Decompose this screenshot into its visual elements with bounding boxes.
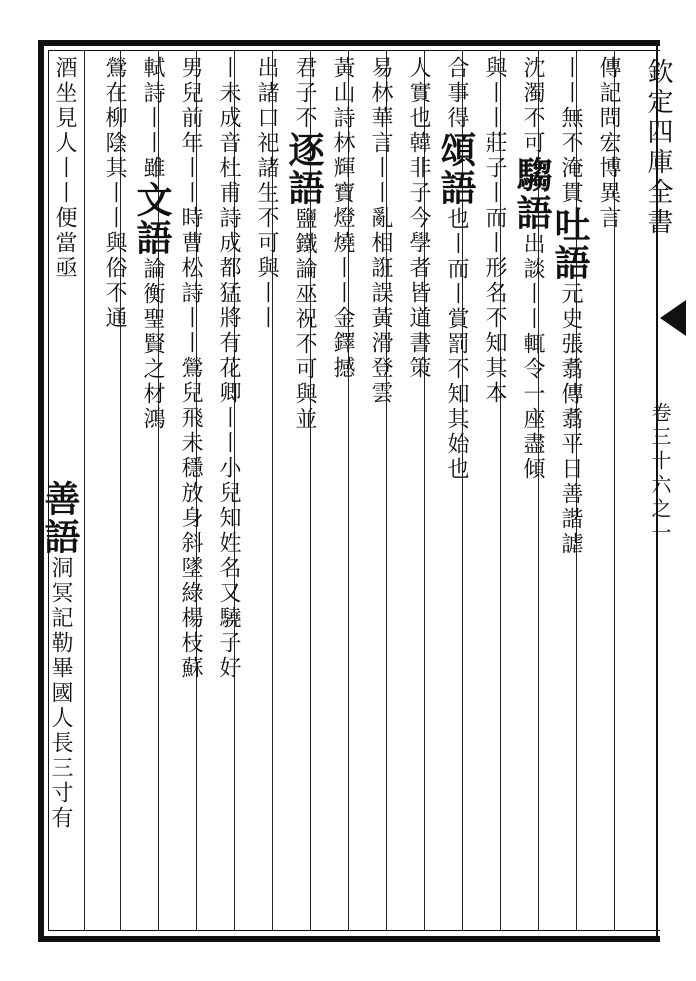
text-column-11 <box>206 56 250 926</box>
fishtail-mark-icon <box>660 300 686 336</box>
column-text: 元史張翥傳翥平日善諧謔 <box>558 282 583 557</box>
column-text: 傳記問宏博異言 <box>596 56 621 231</box>
column-text: 合事得 <box>444 56 469 131</box>
text-column-5 <box>434 56 478 926</box>
text-column-1 <box>586 56 630 926</box>
text-column-8 <box>320 56 364 926</box>
column-text: 祀諸生不可與丨丨 <box>254 131 279 331</box>
column-text: 也丨而丨賞罰不知其始也 <box>444 207 469 482</box>
text-column-3 <box>510 56 554 926</box>
frame-top-border <box>38 40 660 46</box>
column-text: 出諸口 <box>254 56 279 131</box>
column-text: 丨丨無不淹貫 <box>558 56 583 206</box>
text-column-16 <box>39 480 82 920</box>
column-text: 丨未成音杜甫詩成都猛將有花卿丨丨小兒知姓名又驍子好 <box>216 56 241 681</box>
text-column-4 <box>472 56 516 926</box>
entry-heading: 吐語 <box>549 206 591 282</box>
inner-bottom-line <box>48 930 660 931</box>
column-text: 酒坐見人丨丨便當亟 <box>52 56 77 281</box>
inner-top-line <box>48 50 660 51</box>
column-text: 與丨丨 <box>482 56 507 131</box>
column-text: 人實也 <box>406 56 431 131</box>
text-column-6 <box>396 56 440 926</box>
column-text: 鶯在柳陰 <box>102 56 127 156</box>
entry-heading: 文語 <box>131 181 173 257</box>
frame-bottom-border <box>38 936 660 942</box>
text-column-13 <box>130 56 174 926</box>
column-text: 沈濁不可 <box>520 56 545 156</box>
column-text: 男兒前年丨丨時曹松詩丨丨鶯兒飛未穩放身斜墜綠楊枝蘇 <box>178 56 203 681</box>
column-text: 韓非子今學者皆道書策 <box>406 131 431 381</box>
column-text: 論衡聖賢之材鴻 <box>140 257 165 432</box>
text-column-9 <box>282 56 326 926</box>
column-text: 君子不 <box>292 56 317 131</box>
text-column-7 <box>358 56 402 926</box>
column-text: 軾詩丨丨雖 <box>140 56 165 181</box>
text-column-14 <box>92 56 136 926</box>
column-text: 出談丨丨輒令一座盡傾 <box>520 232 545 482</box>
column-text: 黃山詩林輝寶燈燒丨丨金鐸撼 <box>330 56 355 381</box>
column-text: 易林華言丨丨亂相誑誤黃滑登雲 <box>368 56 393 406</box>
entry-heading: 逐語 <box>283 131 325 207</box>
column-text: 其丨丨與俗不通 <box>102 156 127 331</box>
entry-heading: 頌語 <box>435 131 477 207</box>
text-column-12 <box>168 56 212 926</box>
entry-heading: 騶語 <box>511 156 553 232</box>
entry-heading: 善語 <box>39 480 81 556</box>
column-text: 洞冥記勒畢國人長三寸有 <box>48 556 73 831</box>
column-text: 莊子丨而丨形名不知其本 <box>482 131 507 406</box>
volume-number: 卷三十六之一 <box>648 402 672 546</box>
book-title: 欽定四庫全書 <box>643 58 673 238</box>
text-column-10 <box>244 56 288 926</box>
text-column-2 <box>548 56 592 926</box>
column-text: 鹽鐵論巫祝不可與並 <box>292 207 317 432</box>
